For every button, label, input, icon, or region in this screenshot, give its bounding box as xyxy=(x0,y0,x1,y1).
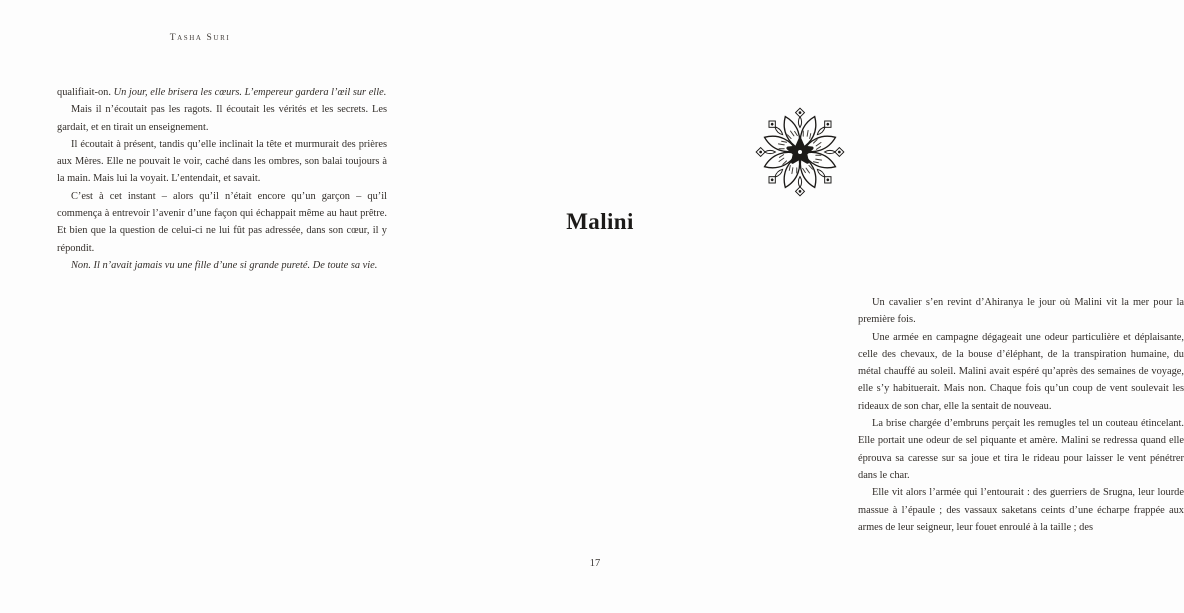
paragraph: Mais il n’écoutait pas les ragots. Il écoutait les vérités et les secrets. Les gardait, et en tirait un enseignement. xyxy=(57,104,387,133)
paragraph: Il écoutait à présent, tandis qu’elle inclinait la tête et murmurait des prières aux Mères. Elle ne pouvait le voir, caché dans les ombres, son balai toujours à la main. Mais lui la voyait. L’entendait, et savait. xyxy=(57,138,387,185)
paragraph-italic: Non. Il n’avait jamais vu une fille d’une si grande pureté. De toute sa vie. xyxy=(71,259,378,271)
right-page xyxy=(400,0,1184,613)
right-page-text xyxy=(858,294,1184,536)
chapter-title: Malini xyxy=(566,209,634,234)
page-number: 17 xyxy=(589,558,601,569)
paragraph-text-italic: Un jour, elle brisera les cœurs. L’empereur gardera l’œil sur elle. xyxy=(113,87,387,98)
running-header-author: Tasha Suri xyxy=(169,33,231,43)
left-page xyxy=(0,0,400,613)
paragraph-text: qualifiait-on. xyxy=(57,87,114,98)
lotus-ornament-icon xyxy=(752,104,848,200)
paragraph: Un cavalier s’en revint d’Ahiranya le jour où Malini vit la mer pour la première fois. xyxy=(858,297,1184,326)
paragraph xyxy=(57,84,387,101)
left-page-text xyxy=(57,84,387,274)
paragraph: Elle vit alors l’armée qui l’entourait : des guerriers de Srugna, leur lourde massue à l’épaule ; des vassaux saketans ceints d’une écharpe frappée aux armes de leur seigneur, leur fouet enroulé à la taille ; des xyxy=(858,487,1184,533)
paragraph: C’est à cet instant – alors qu’il n’était encore qu’un garçon – qu’il commença à entrevoir l’avenir d’une façon qui échappait même au haut prêtre. Et bien que la question de celui-ci ne lui fût pas adressée, dans son cœur, il y répondit. xyxy=(57,190,387,254)
paragraph: Une armée en campagne dégageait une odeur particulière et déplaisante, celle des chevaux, de la bouse d’éléphant, de la transpiration humaine, du métal chauffé au soleil. Malini avait espéré qu’après des semaines de voyage, elle s’y habituerait. Mais non. Chaque fois qu’un coup de vent soulevait les rideaux de son char, elle la sentait de nouveau. xyxy=(858,331,1184,412)
paragraph: La brise chargée d’embruns perçait les remugles tel un couteau étincelant. Elle portait une odeur de sel piquante et amère. Malini se redressa quand elle éprouva sa caresse sur sa joue et tira le rideau pour laisser le vent pénétrer dans le char. xyxy=(858,418,1184,481)
